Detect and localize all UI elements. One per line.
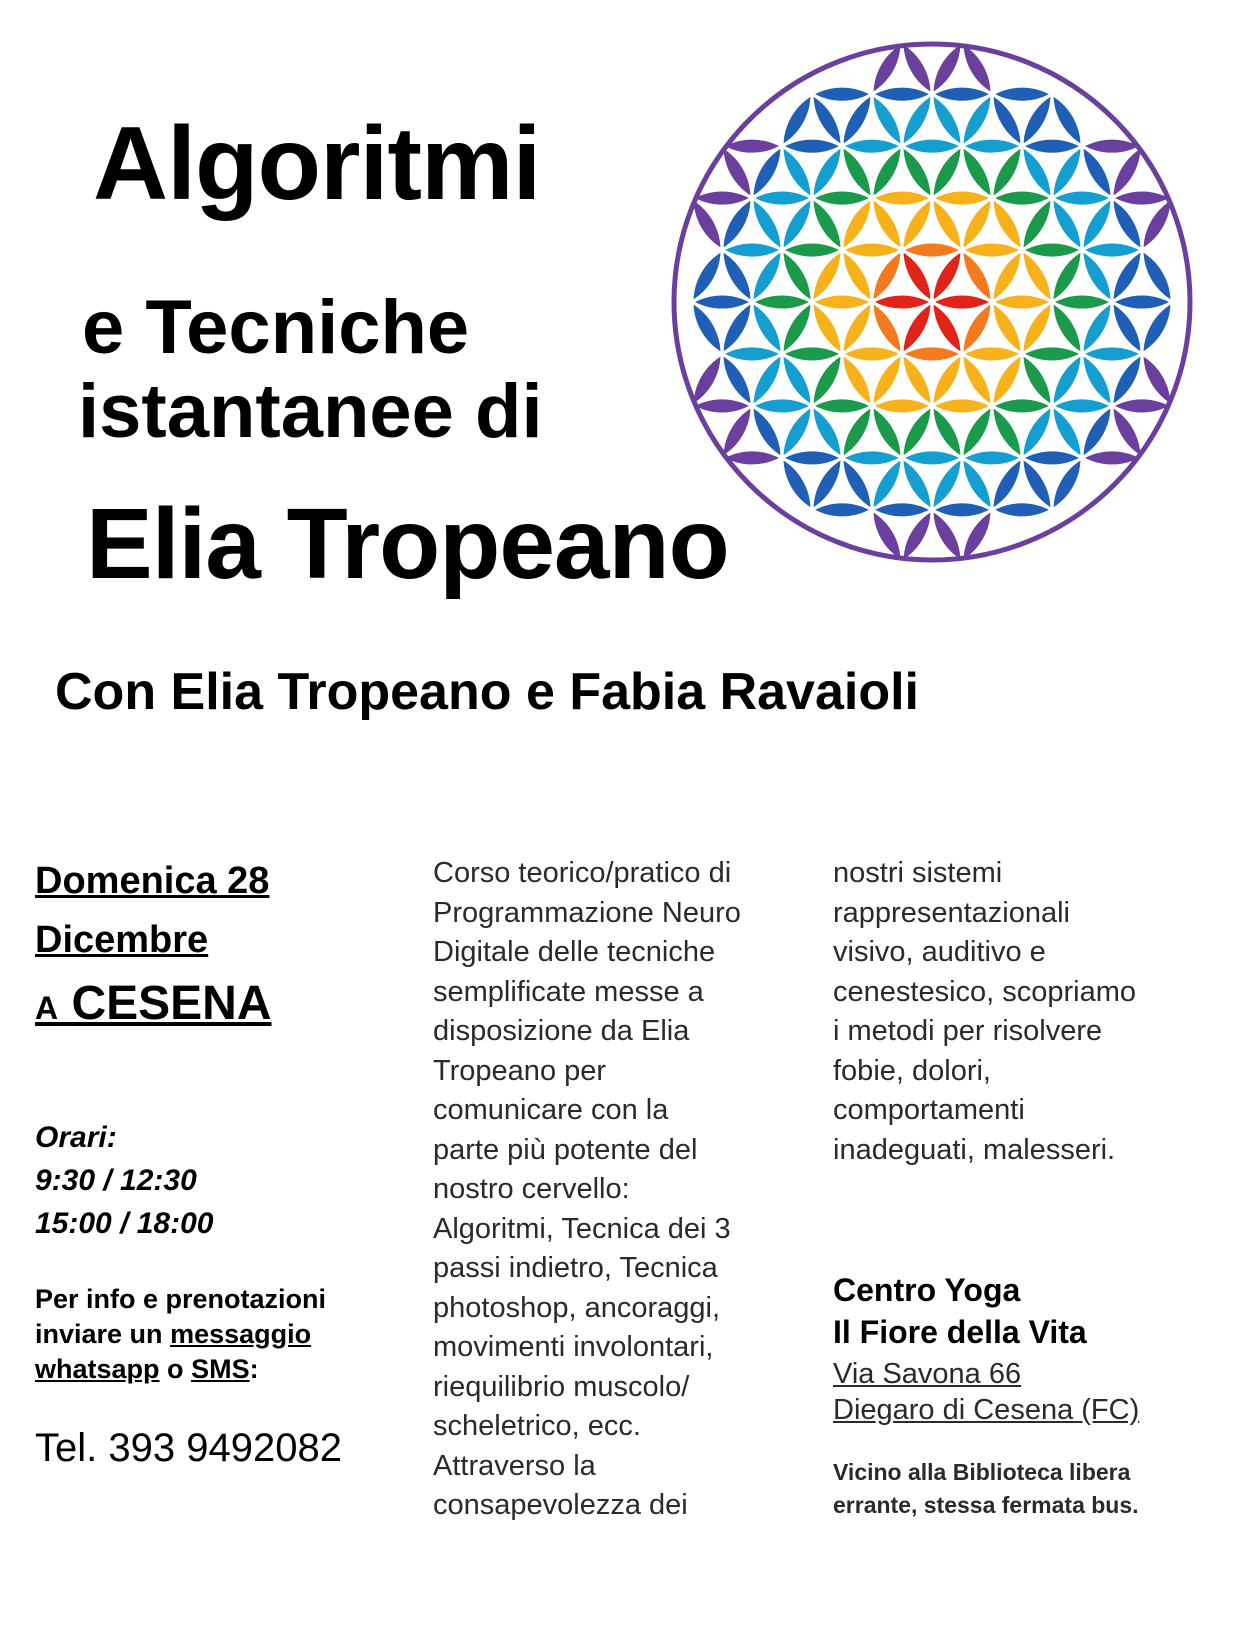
- info-line-3-mid: o: [167, 1354, 184, 1384]
- description-line: Tropeano per: [433, 1054, 607, 1087]
- description-line: nostri sistemi: [833, 857, 1003, 889]
- info-line-3-suffix: :: [249, 1354, 259, 1384]
- description-line: nostro cervello:: [433, 1173, 630, 1205]
- title-line-4: Elia Tropeano: [86, 488, 729, 600]
- event-date-line-2: Dicembre: [35, 919, 209, 961]
- description-line: Corso teorico/pratico di: [433, 857, 732, 889]
- title-line-3: istantanee di: [78, 369, 543, 454]
- message-link[interactable]: messaggio: [170, 1319, 312, 1349]
- description-line: Attraverso la: [433, 1449, 596, 1482]
- description-column-1: [433, 854, 813, 1526]
- schedule-time-2: 15:00 / 18:00: [35, 1207, 214, 1240]
- description-line: semplificate messe a: [433, 975, 704, 1008]
- event-place-city: CESENA: [71, 977, 272, 1030]
- info-line-2-prefix: inviare un: [35, 1319, 163, 1349]
- description-line: Algoritmi, Tecnica dei 3: [433, 1212, 731, 1245]
- description-line: inadeguati, malesseri.: [833, 1133, 1116, 1166]
- description-line: rappresentazionali: [833, 896, 1070, 929]
- description-line: fobie, dolori,: [833, 1054, 991, 1087]
- schedule-label: Orari:: [35, 1121, 117, 1154]
- schedule-time-1: 9:30 / 12:30: [35, 1164, 197, 1197]
- subtitle: Con Elia Tropeano e Fabia Ravaioli: [55, 663, 919, 721]
- description-line: consapevolezza dei: [433, 1489, 688, 1521]
- description-line: disposizione da Elia: [433, 1015, 690, 1047]
- event-place-prefix: A: [35, 990, 59, 1026]
- event-place: [35, 977, 272, 1030]
- description-line: parte più potente del: [433, 1133, 698, 1166]
- info-line-3: [35, 1356, 259, 1383]
- description-line: comunicare con la: [433, 1094, 669, 1126]
- venue-note-line-2: errante, stessa fermata bus.: [833, 1492, 1139, 1518]
- venue-address-line-2[interactable]: Diegaro di Cesena (FC): [833, 1394, 1140, 1426]
- description-line: scheletrico, ecc.: [433, 1410, 641, 1442]
- venue-address-line-1[interactable]: Via Savona 66: [833, 1358, 1022, 1390]
- description-line: movimenti involontari,: [433, 1331, 714, 1363]
- description-column-2: [833, 854, 1233, 1170]
- title-line-1: Algoritmi: [93, 106, 541, 222]
- flower-of-life-icon: [668, 38, 1196, 566]
- title-line-2: e Tecniche: [82, 285, 470, 370]
- phone-number[interactable]: Tel. 393 9492082: [35, 1426, 342, 1470]
- sms-link[interactable]: SMS: [191, 1354, 250, 1384]
- description-line: Programmazione Neuro: [433, 896, 741, 929]
- venue-name-line-2: Il Fiore della Vita: [833, 1314, 1087, 1350]
- description-line: photoshop, ancoraggi,: [433, 1291, 720, 1324]
- venue-name-line-1: Centro Yoga: [833, 1272, 1021, 1308]
- description-line: passi indietro, Tecnica: [433, 1252, 718, 1284]
- description-line: visivo, auditivo e: [833, 936, 1046, 968]
- description-line: cenestesico, scopriamo: [833, 975, 1137, 1008]
- info-line-2: [35, 1321, 311, 1348]
- venue-note-line-1: Vicino alla Biblioteca libera: [833, 1459, 1131, 1485]
- info-line-1: Per info e prenotazioni: [35, 1284, 327, 1314]
- whatsapp-link[interactable]: whatsapp: [35, 1354, 160, 1384]
- description-line: comportamenti: [833, 1094, 1025, 1126]
- description-line: Digitale delle tecniche: [433, 936, 716, 968]
- description-line: riequilibrio muscolo/: [433, 1370, 690, 1403]
- description-line: i metodi per risolvere: [833, 1015, 1103, 1047]
- event-date-line-1: Domenica 28: [35, 860, 270, 902]
